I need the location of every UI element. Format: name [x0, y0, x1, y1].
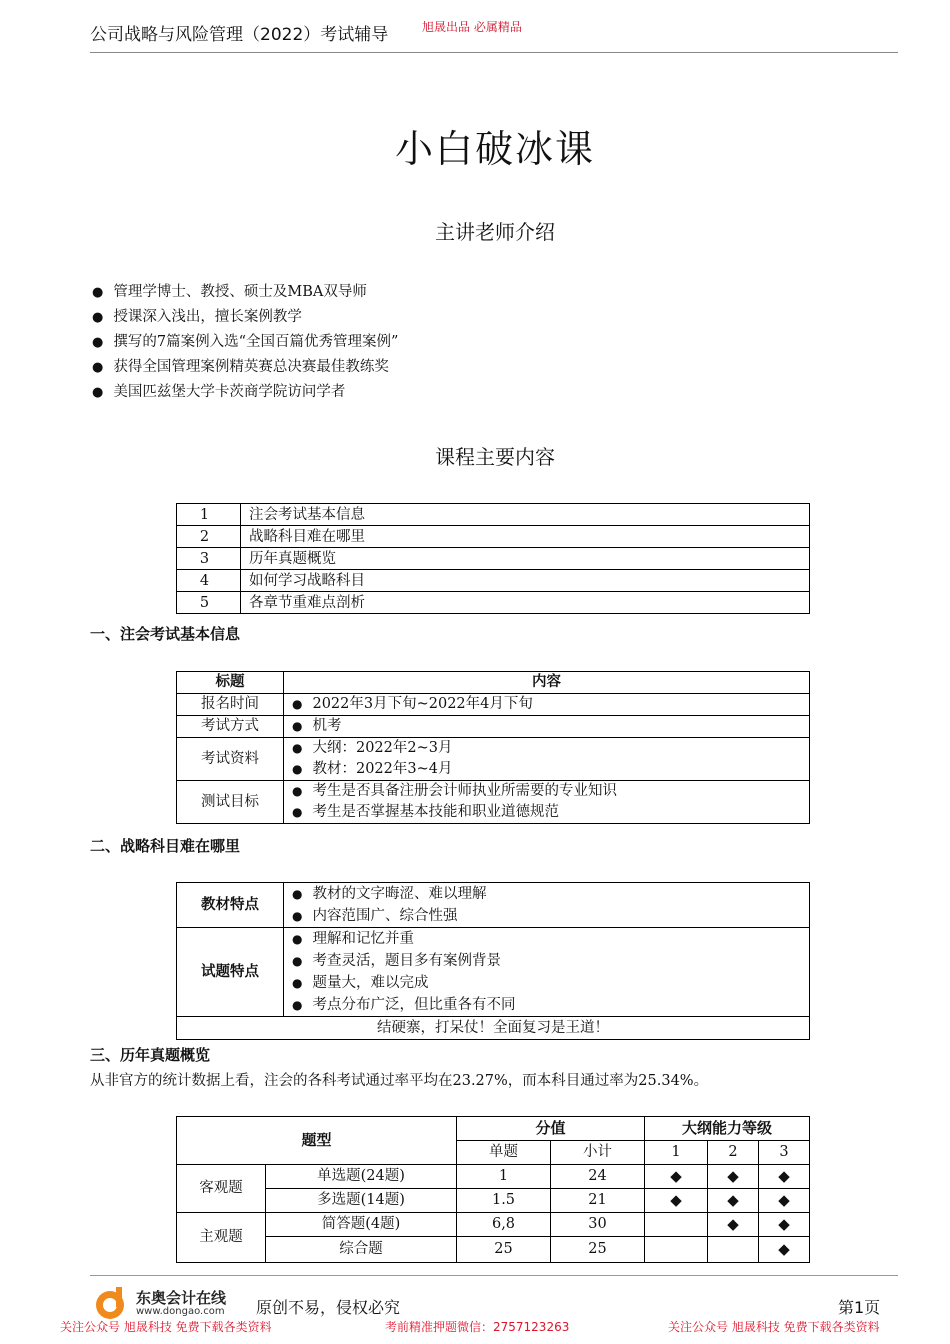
section-3-heading: 三、历年真题概览: [90, 1046, 211, 1064]
row-item: ● 考生是否掌握基本技能和职业道德规范: [292, 802, 801, 823]
row-label: 试题特点: [177, 928, 284, 1017]
table-row: [177, 1189, 810, 1213]
toc-number: 1: [177, 504, 241, 526]
level-mark: ◆: [759, 1189, 810, 1213]
header-level-3: 3: [759, 1141, 810, 1165]
score-subtotal: 24: [551, 1165, 645, 1189]
footer-ad-middle: 考前精准押题微信：2757123263: [385, 1320, 570, 1334]
header-level-2: 2: [708, 1141, 759, 1165]
level-mark: ◆: [759, 1213, 810, 1237]
toc-number: 4: [177, 570, 241, 592]
toc-topic: 各章节重难点剖析: [241, 592, 810, 614]
footer-slogan: 原创不易，侵权必究: [256, 1298, 401, 1317]
row-item: ● 考生是否具备注册会计师执业所需要的专业知识: [292, 781, 801, 802]
toc-topic: 战略科目难在哪里: [241, 526, 810, 548]
header-type: 题型: [177, 1117, 457, 1165]
table-row: [177, 1017, 810, 1040]
table-footer-note: 结硬寨，打呆仗！全面复习是王道！: [177, 1017, 810, 1040]
section-1-heading: 一、注会考试基本信息: [90, 625, 241, 643]
table-row: [177, 928, 810, 1017]
row-item: ● 机考: [292, 716, 801, 737]
table-header-row: [177, 1117, 810, 1141]
row-item: ● 考点分布广泛，但比重各有不同: [292, 994, 801, 1016]
row-label: 测试目标: [177, 781, 284, 824]
table-row: [177, 570, 810, 592]
level-mark: [708, 1237, 759, 1263]
level-mark: ◆: [645, 1189, 708, 1213]
teacher-item: ● 授课深入浅出，擅长案例教学: [92, 305, 398, 330]
table-row: [177, 781, 810, 824]
table-row: [177, 504, 810, 526]
header-level-1: 1: [645, 1141, 708, 1165]
level-mark: ◆: [759, 1237, 810, 1263]
course-heading: 课程主要内容: [435, 445, 555, 469]
pass-rate-paragraph: 从非官方的统计数据上看，注会的各科考试通过率平均在23.27%，而本科目通过率为25.34%。: [90, 1073, 709, 1089]
score-subtotal: 21: [551, 1189, 645, 1213]
header-title: 公司战略与风险管理（2022）考试辅导: [90, 25, 389, 45]
teacher-item: ● 美国匹兹堡大学卡茨商学院访问学者: [92, 380, 398, 405]
score-single: 6,8: [457, 1213, 551, 1237]
teacher-item: ● 获得全国管理案例精英赛总决赛最佳教练奖: [92, 355, 398, 380]
page-header: [90, 18, 898, 53]
dongao-logo: [92, 1285, 252, 1321]
footer-ad-right: 关注公众号 旭晟科技 免费下载各类资料: [668, 1320, 880, 1334]
toc-topic: 注会考试基本信息: [241, 504, 810, 526]
row-item: ● 理解和记忆并重: [292, 928, 801, 950]
footer-ad-left: 关注公众号 旭晟科技 免费下载各类资料: [60, 1320, 272, 1334]
logo-text: 东奥会计在线: [136, 1289, 227, 1307]
table-row: [177, 592, 810, 614]
level-mark: ◆: [759, 1165, 810, 1189]
row-item: ● 内容范围广、综合性强: [292, 905, 801, 927]
row-label: 考试方式: [177, 716, 284, 738]
col-content: 内容: [284, 672, 810, 694]
level-mark: ◆: [645, 1165, 708, 1189]
question-type: 简答题(4题): [266, 1213, 457, 1237]
table-row: [177, 548, 810, 570]
group-label: 客观题: [177, 1165, 266, 1213]
table-row: [177, 738, 810, 781]
table-row: [177, 716, 810, 738]
section-2-heading: 二、战略科目难在哪里: [90, 837, 241, 855]
footer-divider: [90, 1275, 898, 1276]
teacher-list: [92, 280, 398, 405]
toc-topic: 如何学习战略科目: [241, 570, 810, 592]
teacher-heading: 主讲老师介绍: [435, 220, 555, 244]
toc-topic: 历年真题概览: [241, 548, 810, 570]
logo-url: www.dongao.com: [136, 1306, 225, 1317]
question-type: 综合题: [266, 1237, 457, 1263]
row-item: ● 教材的文字晦涩、难以理解: [292, 883, 801, 905]
score-subtotal: 30: [551, 1213, 645, 1237]
table-row: [177, 526, 810, 548]
level-mark: ◆: [708, 1213, 759, 1237]
group-label: 主观题: [177, 1213, 266, 1263]
question-type: 单选题(24题): [266, 1165, 457, 1189]
row-item: ● 大纲：2022年2~3月: [292, 738, 801, 759]
header-single: 单题: [457, 1141, 551, 1165]
row-item: ● 考查灵活，题目多有案例背景: [292, 950, 801, 972]
logo-mark-icon: [92, 1285, 130, 1321]
score-single: 1.5: [457, 1189, 551, 1213]
row-item: ● 教材：2022年3~4月: [292, 759, 801, 780]
question-type: 多选题(14题): [266, 1189, 457, 1213]
score-single: 25: [457, 1237, 551, 1263]
header-subtotal: 小计: [551, 1141, 645, 1165]
exam-overview-table: [176, 1116, 810, 1263]
toc-number: 2: [177, 526, 241, 548]
table-row: [177, 1165, 810, 1189]
row-label: 考试资料: [177, 738, 284, 781]
teacher-item: ● 管理学博士、教授、硕士及MBA双导师: [92, 280, 398, 305]
header-brand: 旭晟出品 必属精品: [422, 20, 522, 34]
course-toc-table: [176, 503, 810, 614]
level-mark: [645, 1213, 708, 1237]
page-number: 第1页: [838, 1298, 881, 1317]
table-row: [177, 694, 810, 716]
table-row: [177, 883, 810, 928]
level-mark: [645, 1237, 708, 1263]
row-item: ● 题量大，难以完成: [292, 972, 801, 994]
header-level: 大纲能力等级: [645, 1117, 810, 1141]
toc-number: 5: [177, 592, 241, 614]
col-title: 标题: [177, 672, 284, 694]
level-mark: ◆: [708, 1165, 759, 1189]
toc-number: 3: [177, 548, 241, 570]
row-label: 教材特点: [177, 883, 284, 928]
difficulty-table: [176, 882, 810, 1040]
header-score: 分值: [457, 1117, 645, 1141]
exam-info-table: [176, 671, 810, 824]
level-mark: ◆: [708, 1189, 759, 1213]
table-header-row: [177, 672, 810, 694]
score-subtotal: 25: [551, 1237, 645, 1263]
table-row: [177, 1213, 810, 1237]
table-row: [177, 1237, 810, 1263]
teacher-item: ● 撰写的7篇案例入选“全国百篇优秀管理案例”: [92, 330, 398, 355]
document-title: 小白破冰课: [394, 127, 595, 171]
score-single: 1: [457, 1165, 551, 1189]
row-item: ● 2022年3月下旬~2022年4月下旬: [292, 694, 801, 715]
row-label: 报名时间: [177, 694, 284, 716]
